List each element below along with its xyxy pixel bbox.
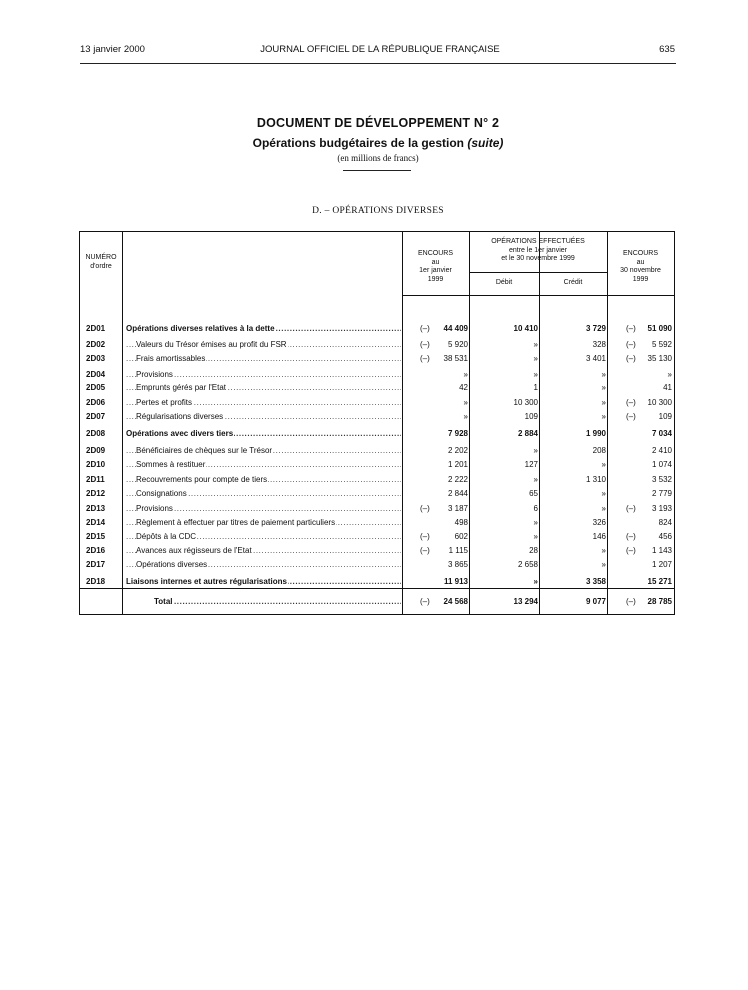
- subtitle-text: Opérations budgétaires de la gestion: [252, 136, 465, 150]
- cell-encours-start-value: 3 865: [447, 560, 468, 569]
- cell-credit: [540, 381, 606, 395]
- cell-encours-start: [402, 381, 468, 395]
- row-label: [126, 502, 401, 516]
- cell-encours-start-value: 5 920: [447, 340, 468, 349]
- header-rule-bottom: [402, 295, 674, 296]
- cell-encours-start-value: »: [463, 412, 468, 421]
- row-label-text: Provisions: [136, 370, 173, 379]
- cell-encours-start-value: 1 201: [447, 460, 468, 469]
- cell-debit-value: 6: [533, 504, 538, 513]
- cell-credit-value: »: [601, 546, 606, 555]
- cell-credit-value: »: [601, 460, 606, 469]
- row-code: 2D10: [86, 460, 106, 469]
- cell-debit: [470, 575, 538, 589]
- table-row: [80, 338, 674, 352]
- head-operations: OPÉRATIONS EFFECTUÉES entre le 1er janvier et le 30 novembre 1999: [491, 238, 585, 262]
- document-title: DOCUMENT DE DÉVELOPPEMENT N° 2: [256, 116, 500, 130]
- cell-encours-start: [402, 410, 468, 424]
- cell-encours-end: [608, 338, 672, 352]
- cell-encours-start: [402, 458, 468, 472]
- cell-credit-value: 3 729: [585, 324, 606, 333]
- cell-debit-value: 2 884: [517, 429, 538, 438]
- row-label-text: Emprunts gérés par l'Etat: [136, 383, 227, 392]
- cell-encours-start-value: 44 409: [443, 324, 468, 333]
- total-credit-value: 9 077: [585, 597, 606, 606]
- cell-credit-value: »: [601, 504, 606, 513]
- cell-encours-end-value: 2 779: [651, 489, 672, 498]
- cell-encours-end-sign: (–): [626, 504, 636, 513]
- head-encours-start: ENCOURS au 1er janvier 1999: [417, 250, 453, 283]
- cell-credit: [540, 575, 606, 589]
- row-code: 2D03: [86, 354, 106, 363]
- head-encours-end: ENCOURS au 30 novembre 1999: [620, 250, 661, 283]
- cell-debit-value: »: [533, 446, 538, 455]
- cell-encours-start: [402, 487, 468, 501]
- header-journal-title: JOURNAL OFFICIEL DE LA RÉPUBLIQUE FRANÇAISE: [260, 44, 500, 55]
- row-code: 2D13: [86, 504, 106, 513]
- cell-debit-value: »: [533, 475, 538, 484]
- cell-encours-end-sign: (–): [626, 412, 636, 421]
- cell-debit: [470, 368, 538, 382]
- table-row: [80, 473, 674, 487]
- cell-debit: [470, 458, 538, 472]
- cell-encours-end-value: »: [667, 370, 672, 379]
- row-label-text: Valeurs du Trésor émises au profit du FSR: [136, 340, 287, 349]
- cell-debit: [470, 410, 538, 424]
- cell-encours-end-value: 3 193: [651, 504, 672, 513]
- cell-encours-start: [402, 575, 468, 589]
- document-subtitle: [80, 136, 676, 150]
- cell-encours-end-sign: (–): [626, 532, 636, 541]
- row-label-text: Régularisations diverses: [136, 412, 224, 421]
- cell-encours-end: [608, 544, 672, 558]
- cell-encours-start-value: 7 928: [447, 429, 468, 438]
- row-label: [126, 558, 401, 572]
- row-code: 2D08: [86, 429, 106, 438]
- header-rule: [80, 63, 676, 64]
- cell-debit-value: 65: [529, 489, 538, 498]
- row-code: 2D04: [86, 370, 106, 379]
- cell-encours-end-value: 5 592: [651, 340, 672, 349]
- cell-encours-end: [608, 352, 672, 366]
- row-code: 2D05: [86, 383, 106, 392]
- cell-debit-value: 109: [524, 412, 538, 421]
- row-label-text: Consignations: [136, 489, 187, 498]
- cell-encours-start: [402, 502, 468, 516]
- cell-encours-start-sign: (–): [420, 532, 430, 541]
- table-row: [80, 458, 674, 472]
- cell-encours-start-value: 2 202: [447, 446, 468, 455]
- cell-encours-start: [402, 558, 468, 572]
- row-label: [126, 396, 401, 410]
- table-row: [80, 530, 674, 544]
- cell-credit: [540, 530, 606, 544]
- row-label: [126, 516, 401, 530]
- cell-credit: [540, 516, 606, 530]
- cell-encours-end: [608, 558, 672, 572]
- cell-credit-value: 326: [592, 518, 606, 527]
- cell-encours-start-sign: (–): [420, 324, 430, 333]
- row-label-text: Dépôts à la CDC: [136, 532, 197, 541]
- row-label: [126, 530, 401, 544]
- cell-encours-end-value: 1 074: [651, 460, 672, 469]
- cell-debit: [470, 427, 538, 441]
- cell-encours-start: [402, 544, 468, 558]
- cell-encours-end-sign: (–): [626, 340, 636, 349]
- table-row: [80, 544, 674, 558]
- unit-note: (en millions de francs): [337, 153, 419, 163]
- cell-encours-start-value: 1 115: [448, 546, 468, 555]
- cell-encours-start: [402, 530, 468, 544]
- row-label-text: Opérations diverses: [136, 560, 208, 569]
- cell-encours-end-value: 3 532: [651, 475, 672, 484]
- cell-encours-end-sign: (–): [626, 398, 636, 407]
- cell-encours-end-value: 35 130: [647, 354, 672, 363]
- cell-debit: [470, 352, 538, 366]
- total-label: [126, 595, 401, 609]
- cell-encours-end: [608, 396, 672, 410]
- cell-encours-start-sign: (–): [420, 504, 430, 513]
- cell-debit: [470, 338, 538, 352]
- cell-encours-end: [608, 381, 672, 395]
- row-code: 2D07: [86, 412, 106, 421]
- cell-encours-end: [608, 530, 672, 544]
- cell-debit-value: 10 300: [513, 398, 538, 407]
- total-debit-value: 13 294: [513, 597, 538, 606]
- table-row: [80, 444, 674, 458]
- subtitle-suffix: (suite): [467, 136, 504, 150]
- cell-credit: [540, 368, 606, 382]
- cell-credit-value: 328: [592, 340, 606, 349]
- cell-encours-end: [608, 444, 672, 458]
- row-code: 2D17: [86, 560, 106, 569]
- cell-debit: [470, 487, 538, 501]
- total-debit: [470, 595, 538, 609]
- cell-credit-value: »: [601, 412, 606, 421]
- cell-encours-end-value: 7 034: [651, 429, 672, 438]
- cell-encours-end: [608, 473, 672, 487]
- row-label: [126, 427, 401, 441]
- cell-encours-start: [402, 444, 468, 458]
- cell-encours-end: [608, 368, 672, 382]
- cell-credit-value: 146: [592, 532, 606, 541]
- cell-credit: [540, 558, 606, 572]
- cell-credit: [540, 487, 606, 501]
- cell-credit-value: »: [601, 398, 606, 407]
- cell-credit: [540, 458, 606, 472]
- cell-encours-start: [402, 352, 468, 366]
- row-label-text: Bénéficiaires de chèques sur le Trésor: [136, 446, 273, 455]
- row-label-text: Avances aux régisseurs de l'Etat: [136, 546, 252, 555]
- cell-encours-start-value: 11 913: [443, 577, 468, 586]
- cell-encours-start-value: »: [463, 398, 468, 407]
- cell-encours-start: [402, 322, 468, 336]
- cell-debit-value: 28: [529, 546, 538, 555]
- cell-encours-start: [402, 473, 468, 487]
- cell-encours-start-value: 602: [454, 532, 468, 541]
- cell-encours-end-sign: (–): [626, 546, 636, 555]
- cell-encours-start: [402, 368, 468, 382]
- cell-credit-value: »: [601, 489, 606, 498]
- table-row: [80, 368, 674, 382]
- row-label: [126, 368, 401, 382]
- table-row: [80, 396, 674, 410]
- cell-debit: [470, 544, 538, 558]
- cell-credit: [540, 410, 606, 424]
- title-rule: [343, 170, 411, 171]
- cell-credit-value: 1 310: [585, 475, 606, 484]
- row-label-text: Règlement à effectuer par titres de paiement particuliers: [136, 518, 336, 527]
- cell-credit-value: 3 358: [585, 577, 606, 586]
- head-numero: NUMÉRO d'ordre: [85, 254, 117, 270]
- cell-credit: [540, 338, 606, 352]
- cell-debit: [470, 381, 538, 395]
- total-encours-end-value: 28 785: [647, 597, 672, 606]
- cell-encours-end: [608, 322, 672, 336]
- cell-encours-end: [608, 516, 672, 530]
- cell-encours-end: [608, 487, 672, 501]
- cell-encours-end-value: 456: [658, 532, 672, 541]
- row-label: [126, 322, 401, 336]
- row-label: [126, 338, 401, 352]
- cell-encours-start: [402, 396, 468, 410]
- row-label: [126, 458, 401, 472]
- cell-debit-value: »: [533, 354, 538, 363]
- cell-encours-start-sign: (–): [420, 354, 430, 363]
- row-code: 2D18: [86, 577, 106, 586]
- cell-encours-end: [608, 458, 672, 472]
- cell-debit: [470, 473, 538, 487]
- cell-debit-value: »: [533, 532, 538, 541]
- cell-debit-value: 2 658: [517, 560, 538, 569]
- cell-credit-value: »: [601, 383, 606, 392]
- cell-credit: [540, 502, 606, 516]
- row-code: 2D01: [86, 324, 106, 333]
- cell-debit-value: 127: [524, 460, 538, 469]
- head-credit: Crédit: [563, 279, 583, 286]
- table-row: [80, 487, 674, 501]
- cell-debit: [470, 558, 538, 572]
- table-row: [80, 352, 674, 366]
- cell-encours-start: [402, 427, 468, 441]
- table-row: [80, 558, 674, 572]
- row-label-text: Opérations avec divers tiers: [126, 429, 234, 438]
- row-code: 2D06: [86, 398, 106, 407]
- cell-credit: [540, 352, 606, 366]
- row-label: [126, 352, 401, 366]
- cell-encours-end-value: 10 300: [647, 398, 672, 407]
- row-code: 2D09: [86, 446, 106, 455]
- total-encours-end-sign: (–): [626, 597, 636, 606]
- cell-credit: [540, 544, 606, 558]
- row-label-text: Frais amortissables: [136, 354, 206, 363]
- cell-credit-value: 208: [592, 446, 606, 455]
- table-row: [80, 427, 674, 441]
- operations-table: [79, 231, 675, 615]
- row-label: [126, 444, 401, 458]
- cell-encours-start-sign: (–): [420, 340, 430, 349]
- row-label: [126, 544, 401, 558]
- cell-encours-end-value: 1 207: [651, 560, 672, 569]
- section-title: D. – OPÉRATIONS DIVERSES: [312, 206, 444, 216]
- cell-encours-start-value: 3 187: [447, 504, 468, 513]
- cell-debit-value: 10 410: [513, 324, 538, 333]
- row-code: 2D11: [86, 475, 105, 484]
- cell-credit-value: 3 401: [585, 354, 606, 363]
- cell-encours-start-sign: (–): [420, 546, 430, 555]
- cell-credit: [540, 396, 606, 410]
- table-row: [80, 516, 674, 530]
- total-credit: [540, 595, 606, 609]
- cell-debit: [470, 444, 538, 458]
- cell-encours-end-sign: (–): [626, 324, 636, 333]
- row-label-text: Liaisons internes et autres régularisations: [126, 577, 287, 586]
- total-encours-start: [402, 595, 468, 609]
- cell-credit: [540, 444, 606, 458]
- ops-subheader-rule: [469, 272, 607, 273]
- cell-debit-value: »: [533, 370, 538, 379]
- row-label: [126, 473, 401, 487]
- row-code: 2D14: [86, 518, 106, 527]
- cell-debit: [470, 322, 538, 336]
- cell-encours-start-value: 498: [454, 518, 468, 527]
- cell-encours-start-value: 38 531: [443, 354, 468, 363]
- cell-debit-value: »: [533, 518, 538, 527]
- total-encours-start-value: 24 568: [443, 597, 468, 606]
- cell-encours-end: [608, 502, 672, 516]
- cell-credit-value: 1 990: [585, 429, 606, 438]
- cell-encours-start-value: 2 844: [447, 489, 468, 498]
- row-label-text: Sommes à restituer: [136, 460, 206, 469]
- cell-encours-end-value: 2 410: [651, 446, 672, 455]
- cell-debit-value: 1: [533, 383, 538, 392]
- cell-encours-start: [402, 516, 468, 530]
- cell-encours-end: [608, 575, 672, 589]
- total-label-text: Total: [126, 597, 174, 606]
- total-encours-start-sign: (–): [420, 597, 430, 606]
- cell-encours-end-sign: (–): [626, 354, 636, 363]
- total-row: [80, 595, 674, 609]
- cell-encours-end-value: 15 271: [647, 577, 672, 586]
- cell-debit: [470, 502, 538, 516]
- cell-credit: [540, 322, 606, 336]
- header-page-number: 635: [659, 44, 675, 55]
- cell-debit-value: »: [533, 577, 538, 586]
- row-label: [126, 381, 401, 395]
- row-label: [126, 487, 401, 501]
- cell-debit: [470, 396, 538, 410]
- table-row: [80, 502, 674, 516]
- total-encours-end: [608, 595, 672, 609]
- row-label-text: Opérations diverses relatives à la dette: [126, 324, 275, 333]
- row-code: 2D16: [86, 546, 106, 555]
- cell-encours-start: [402, 338, 468, 352]
- head-debit: Débit: [495, 279, 513, 286]
- cell-encours-end-value: 41: [663, 383, 672, 392]
- cell-encours-end-value: 1 143: [651, 546, 672, 555]
- row-code: 2D02: [86, 340, 106, 349]
- cell-credit-value: »: [601, 370, 606, 379]
- cell-encours-end: [608, 410, 672, 424]
- row-code: 2D15: [86, 532, 106, 541]
- cell-encours-end-value: 109: [658, 412, 672, 421]
- row-code: 2D12: [86, 489, 106, 498]
- table-row: [80, 410, 674, 424]
- cell-encours-end-value: 51 090: [647, 324, 672, 333]
- cell-credit-value: »: [601, 560, 606, 569]
- table-row: [80, 322, 674, 336]
- cell-encours-end-value: 824: [658, 518, 672, 527]
- cell-debit: [470, 516, 538, 530]
- cell-debit-value: »: [533, 340, 538, 349]
- cell-encours-end: [608, 427, 672, 441]
- row-label-text: Provisions: [136, 504, 173, 513]
- cell-encours-start-value: 2 222: [447, 475, 468, 484]
- cell-encours-start-value: 42: [459, 383, 468, 392]
- row-label: [126, 575, 401, 589]
- table-row: [80, 381, 674, 395]
- cell-credit: [540, 473, 606, 487]
- row-label-text: Recouvrements pour compte de tiers: [136, 475, 268, 484]
- cell-credit: [540, 427, 606, 441]
- header-date: 13 janvier 2000: [80, 44, 145, 55]
- row-label: [126, 410, 401, 424]
- cell-encours-start-value: »: [463, 370, 468, 379]
- cell-debit: [470, 530, 538, 544]
- table-row: [80, 575, 674, 589]
- row-label-text: Pertes et profits: [136, 398, 193, 407]
